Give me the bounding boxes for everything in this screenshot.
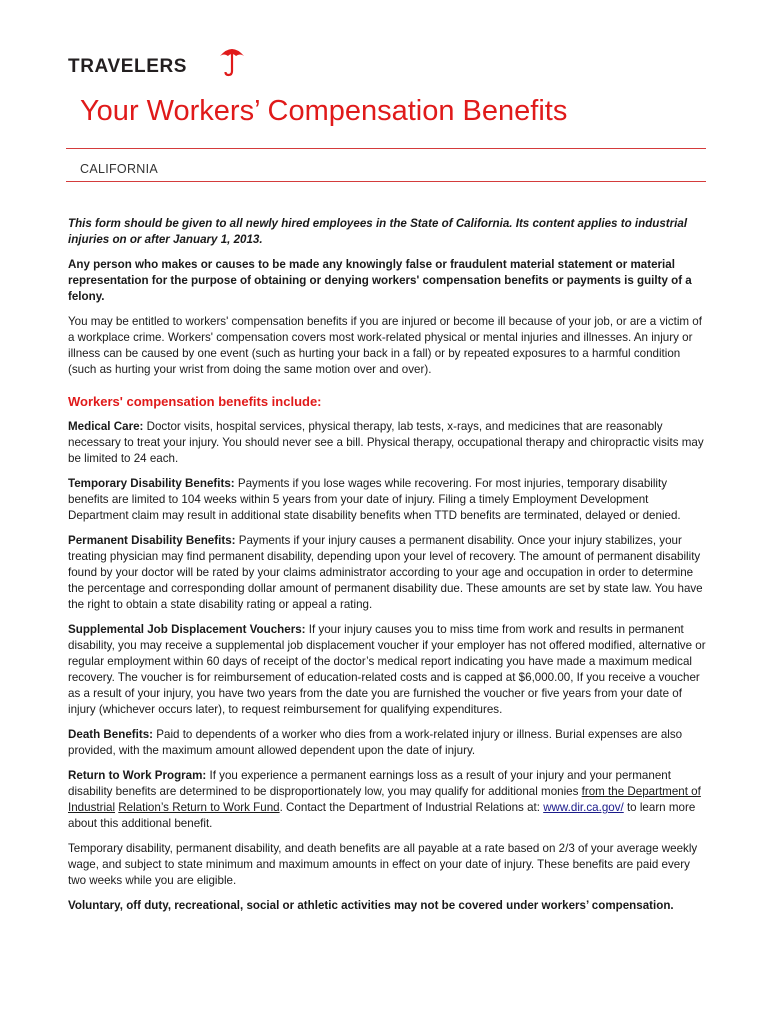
death-benefits-paragraph — [68, 727, 708, 759]
rtw-fund-link[interactable]: Relation’s Return to Work Fund — [118, 801, 280, 814]
supplemental-voucher-label: Supplemental Job Displacement Vouchers: — [68, 623, 306, 636]
return-to-work-paragraph — [68, 768, 708, 832]
death-benefits-text: Paid to dependents of a worker who dies from a work-related injury or illness. Burial expenses are also provided, with the maximum amount allowed dependent upon the date of injury. — [68, 728, 683, 757]
final-note: Voluntary, off duty, recreational, social or athletic activities may not be covered under workers’ compensation. — [68, 899, 674, 912]
state-divider — [66, 181, 706, 182]
medical-care-text: Doctor visits, hospital services, physical therapy, lab tests, x-rays, and medicines that are reasonably necessary to treat your injury. You should never see a bill. Physical therapy, occupational therapy and chiropractic visits may be limited to 24 each. — [68, 420, 704, 465]
permanent-disability-paragraph — [68, 533, 708, 613]
state-label: CALIFORNIA — [80, 162, 159, 176]
intro-paragraph: This form should be given to all newly hired employees in the State of California. Its content applies to industrial injuries on or after January 1, 2013. — [68, 217, 688, 246]
document-body — [68, 216, 708, 923]
temporary-disability-text: Payments if you lose wages while recovering. For most injuries, temporary disability benefits are limited to 104 weeks within 5 years from your date of injury. Filing a timely Employment Development Department claim may result in additional state disability benefits when TTD benefits are terminated, delayed or denied. — [68, 477, 681, 522]
return-to-work-label: Return to Work Program: — [68, 769, 207, 782]
payment-note-paragraph: Temporary disability, permanent disability, and death benefits are all payable at a rate based on 2/3 of your average weekly wage, and subject to state minimum and maximum amounts in effect on your date of injury. These benefits are paid every two weeks while you are eligible. — [68, 842, 698, 887]
umbrella-icon — [218, 44, 246, 78]
return-to-work-text-3: . Contact the Department of Industrial Relations at: — [279, 801, 544, 814]
travelers-logo — [68, 44, 198, 78]
overview-paragraph: You may be entitled to workers' compensation benefits if you are injured or become ill because of your job, or are a victim of a workplace crime. Workers' compensation covers most work-related physical or mental injuries and illnesses. An injury or illness can be caused by one event (such as hurting your back in a fall) or by repeated exposures to a harmful condition (such as hurting your wrist from doing the same motion over and over). — [68, 315, 702, 376]
dir-website-link[interactable]: www.dir.ca.gov/ — [543, 801, 624, 814]
return-to-work-text-1: If you experience a permanent earnings loss as a result of your injury and your permanent disability benefits are determined to be disproportionately low, you may qualify for additional monies — [68, 769, 671, 798]
medical-care-label: Medical Care: — [68, 420, 144, 433]
return-to-work-text-4: to learn more about this additional benefit. — [68, 801, 696, 830]
permanent-disability-label: Permanent Disability Benefits: — [68, 534, 236, 547]
fraud-warning: Any person who makes or causes to be made any knowingly false or fraudulent material statement or material representation for the purpose of obtaining or denying workers' compensation benefits or payments is guilty of a felony. — [68, 258, 692, 303]
title-divider — [66, 148, 706, 149]
logo-wordmark: TRAVELERS — [68, 56, 188, 77]
temporary-disability-label: Temporary Disability Benefits: — [68, 477, 235, 490]
page-title: Your Workers’ Compensation Benefits — [80, 95, 568, 127]
medical-care-paragraph — [68, 419, 708, 467]
dir-link[interactable]: from the Department of Industrial — [68, 785, 701, 814]
supplemental-voucher-text: If your injury causes you to miss time from work and results in permanent disability, you may receive a supplemental job displacement voucher if your employer has not offered modified, alternative or regular employment within 60 days of receipt of the doctor’s medical report indicating you have made a maximum medical recovery. The voucher is for reimbursement of education-related costs and is capped at $6,000.00, If you receive a voucher as a result of your injury, you have two years from the date you are furnished the voucher or five years from your date of injury (whichever occurs later), to request reimbursement for qualifying expenditures. — [68, 623, 706, 716]
death-benefits-label: Death Benefits: — [68, 728, 154, 741]
permanent-disability-text: Payments if your injury causes a permanent disability. Once your injury stabilizes, your treating physician may find permanent disability, depending upon your level of recovery. The amount of permanent disability found by your doctor will be rated by your claims administrator according to your age and occupation in order to determine the percentage and corresponding dollar amount of permanent disability due. These amounts are set by state law. You have the right to obtain a state disability rating or appeal a rating. — [68, 534, 703, 611]
temporary-disability-paragraph — [68, 476, 708, 524]
benefits-heading: Workers' compensation benefits include: — [68, 394, 322, 409]
supplemental-voucher-paragraph — [68, 622, 708, 718]
